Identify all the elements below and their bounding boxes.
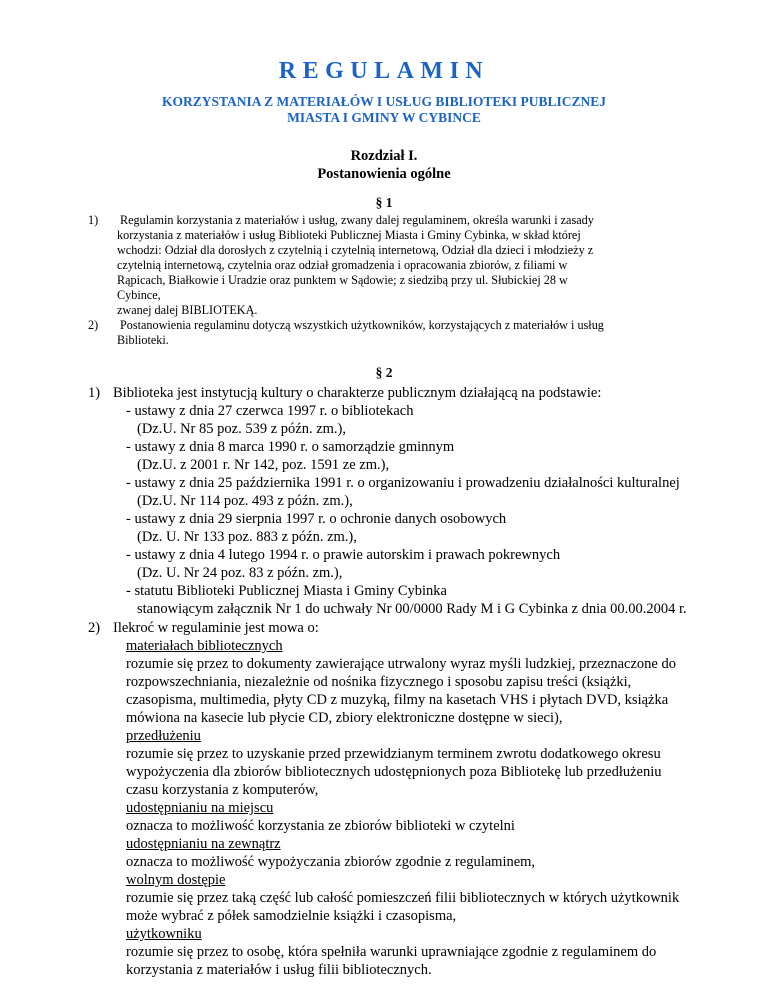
definition-term: materiałach bibliotecznych bbox=[126, 638, 283, 654]
definition-text: rozumie się przez to uzyskanie przed przewidzianym terminem zwrotu dodatkowego okresu bbox=[126, 746, 661, 762]
definition-text: czasu korzystania z komputerów, bbox=[126, 782, 319, 798]
definition-term: przedłużeniu bbox=[126, 728, 201, 744]
legal-basis-line: - ustawy z dnia 25 października 1991 r. o organizowaniu i prowadzeniu działalności kulturalnej bbox=[126, 475, 680, 491]
definition-text: korzystania z materiałów i usług filii bibliotecznych. bbox=[126, 962, 432, 978]
section2-item1-intro: Biblioteka jest instytucją kultury o charakterze publicznym działającą na podstawie: bbox=[113, 385, 602, 401]
document-subtitle-line1: KORZYSTANIA Z MATERIAŁÓW I USŁUG BIBLIOTEKI PUBLICZNEJ bbox=[161, 94, 607, 109]
legal-basis-line: (Dz. U. Nr 133 poz. 883 z późn. zm.), bbox=[137, 529, 357, 545]
text-line: wchodzi: Odział dla dorosłych z czytelnią i czytelnią internetową, Odział dla dzieci i młodzieży z bbox=[117, 243, 594, 257]
legal-basis-line: - ustawy z dnia 29 sierpnia 1997 r. o ochronie danych osobowych bbox=[126, 511, 507, 527]
definition-text: wypożyczenia dla zbiorów bibliotecznych udostępnionych poza Bibliotekę lub przedłużeniu bbox=[126, 764, 662, 780]
item-number: 2) bbox=[88, 620, 101, 636]
text-line: zwanej dalej BIBLIOTEKĄ. bbox=[117, 303, 258, 317]
chapter-name: Postanowienia ogólne bbox=[317, 166, 451, 182]
item-number: 1) bbox=[88, 385, 101, 401]
definition-text: mówiona na kasecie lub płycie CD, zbiory elektroniczne dostępne w sieci), bbox=[126, 710, 563, 726]
legal-basis-line: stanowiącym załącznik Nr 1 do uchwały Nr 00/0000 Rady M i G Cybinka z dnia 00.00.2004 r. bbox=[137, 601, 687, 617]
item-number: 1) bbox=[88, 213, 99, 227]
document-title: REGULAMIN bbox=[278, 58, 490, 84]
definition-text: rozpowszechniania, niezależnie od nośnika fizycznego i sposobu zapisu treści (książki, bbox=[126, 674, 632, 690]
legal-basis-line: (Dz.U. Nr 114 poz. 493 z późn. zm.), bbox=[137, 493, 353, 509]
definition-text: może wybrać z półek samodzielnie książki i czasopisma, bbox=[126, 908, 457, 924]
legal-basis-line: - ustawy z dnia 27 czerwca 1997 r. o bibliotekach bbox=[126, 403, 414, 419]
definition-term: wolnym dostępie bbox=[126, 872, 226, 888]
document-subtitle-line2: MIASTA I GMINY W CYBINCE bbox=[287, 110, 481, 125]
definition-text: rozumie się przez to osobę, która spełniła warunki uprawniające zgodnie z regulaminem do bbox=[126, 944, 657, 960]
definition-text: oznacza to możliwość korzystania ze zbiorów biblioteki w czytelni bbox=[126, 818, 515, 834]
legal-basis-line: (Dz.U. z 2001 r. Nr 142, poz. 1591 ze zm.), bbox=[137, 457, 390, 473]
text-line: Regulamin korzystania z materiałów i usług, zwany dalej regulaminem, określa warunki i zasady bbox=[120, 213, 594, 227]
section2-item2-intro: Ilekroć w regulaminie jest mowa o: bbox=[113, 620, 319, 636]
definition-text: oznacza to możliwość wypożyczania zbiorów zgodnie z regulaminem, bbox=[126, 854, 536, 870]
legal-basis-line: - ustawy z dnia 4 lutego 1994 r. o prawie autorskim i prawach pokrewnych bbox=[126, 547, 561, 563]
section1-heading: § 1 bbox=[375, 195, 393, 210]
text-line: korzystania z materiałów i usług Biblioteki Publicznej Miasta i Gminy Cybinka, w skład której bbox=[117, 228, 581, 242]
definition-term: udostępnianiu na miejscu bbox=[126, 800, 274, 816]
text-line: Cybince, bbox=[117, 288, 161, 302]
definition-term: udostępnianiu na zewnątrz bbox=[126, 836, 281, 852]
text-line: Postanowienia regulaminu dotyczą wszystkich użytkowników, korzystających z materiałów i usług bbox=[120, 318, 604, 332]
legal-basis-line: (Dz.U. Nr 85 poz. 539 z późn. zm.), bbox=[137, 421, 346, 437]
legal-basis-line: - statutu Biblioteki Publicznej Miasta i Gminy Cybinka bbox=[126, 583, 447, 599]
chapter-number: Rozdział I. bbox=[350, 148, 418, 164]
definition-text: rozumie się przez to dokumenty zawierające utrwalony wyraz myśli ludzkiej, przeznaczone do bbox=[126, 656, 676, 672]
definition-text: czasopisma, multimedia, płyty CD z muzyką, filmy na kasetach VHS i płytach DVD, książka bbox=[126, 692, 669, 708]
text-line: czytelnią internetową, czytelnia oraz odział gromadzenia i opracowania zbiorów, z filiami w bbox=[117, 258, 568, 272]
text-line: Biblioteki. bbox=[117, 333, 169, 347]
text-line: Rąpicach, Białkowie i Uradzie oraz punktem w Sądowie; z siedzibą przy ul. Słubickiej 28 w bbox=[117, 273, 568, 287]
legal-basis-line: - ustawy z dnia 8 marca 1990 r. o samorządzie gminnym bbox=[126, 439, 455, 455]
item-number: 2) bbox=[88, 318, 99, 332]
definition-text: rozumie się przez taką część lub całość pomieszczeń filii bibliotecznych w których użytkownik bbox=[126, 890, 680, 906]
definition-term: użytkowniku bbox=[126, 926, 202, 942]
legal-basis-line: (Dz. U. Nr 24 poz. 83 z późn. zm.), bbox=[137, 565, 343, 581]
section2-heading: § 2 bbox=[375, 365, 393, 380]
